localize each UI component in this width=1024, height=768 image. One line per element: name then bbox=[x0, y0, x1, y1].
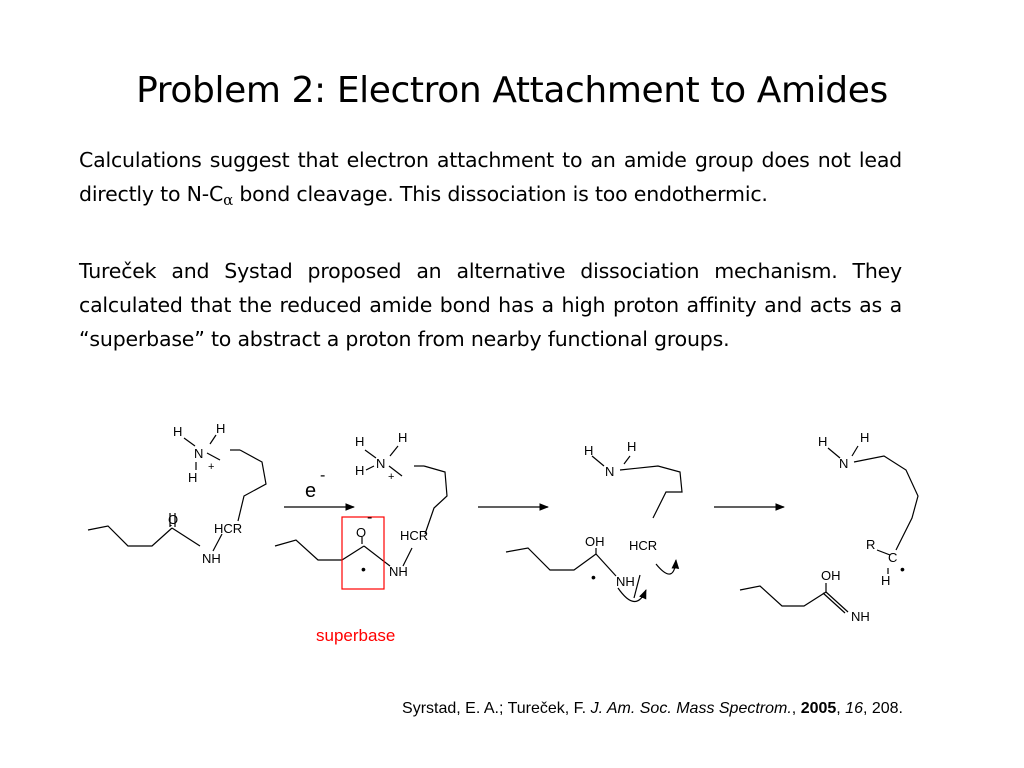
m2-hcr: HCR bbox=[400, 528, 429, 543]
m4-n: N bbox=[839, 456, 849, 471]
m1-hcr: HCR bbox=[214, 521, 243, 536]
paragraph-1-text: Calculations suggest that electron attachment to an amide group does not lead directly to N-C bbox=[79, 148, 902, 206]
m4-h2: H bbox=[860, 430, 870, 445]
citation-journal: J. Am. Soc. Mass Spectrom. bbox=[590, 700, 792, 717]
alpha-subscript: α bbox=[223, 191, 234, 209]
m2-nh: NH bbox=[389, 564, 408, 579]
citation-sep-1: , bbox=[791, 700, 801, 717]
m3-h2: H bbox=[627, 439, 637, 454]
m2-h3: H bbox=[355, 463, 365, 478]
m2-n: N bbox=[376, 456, 386, 471]
paragraph-2: Tureček and Systad proposed an alternative dissociation mechanism. They calculated that the reduced amide bond has a high proton affinity and acts as a “superbase” to abstract a proton from nearby functional groups. bbox=[79, 259, 902, 351]
m4-c: C bbox=[888, 550, 898, 565]
m1-o: O bbox=[168, 512, 179, 527]
m2-o-charge: - bbox=[367, 509, 373, 526]
m2-o: O bbox=[356, 525, 367, 540]
m4-radical: • bbox=[900, 561, 905, 577]
m3-oh: OH bbox=[585, 534, 605, 549]
m3-n: N bbox=[605, 464, 615, 479]
paragraph-1-text-end: bond cleavage. This dissociation is too endothermic. bbox=[233, 182, 768, 206]
m1-nh: NH bbox=[202, 551, 221, 566]
superbase-label: superbase bbox=[316, 626, 396, 645]
curved-arrow-proton-transfer bbox=[618, 588, 646, 602]
citation bbox=[402, 700, 903, 718]
m3-radical: • bbox=[591, 569, 596, 585]
citation-authors: Syrstad, E. A.; Tureček, F. bbox=[402, 700, 591, 717]
m4-h3: H bbox=[881, 573, 891, 588]
citation-volume: 16 bbox=[845, 700, 863, 717]
m2-plus: + bbox=[388, 471, 395, 483]
molecule-4-bonds bbox=[740, 446, 918, 613]
m2-radical: • bbox=[361, 561, 366, 577]
citation-year: 2005 bbox=[800, 700, 837, 717]
m2-h2: H bbox=[398, 430, 408, 445]
m1-plus: + bbox=[208, 461, 215, 473]
m4-oh: OH bbox=[821, 568, 841, 583]
m4-r: R bbox=[866, 537, 876, 552]
citation-sep-2: , bbox=[836, 700, 846, 717]
m4-h1: H bbox=[818, 434, 828, 449]
citation-pages: , 208. bbox=[862, 700, 903, 717]
m3-hcr: HCR bbox=[629, 538, 658, 553]
m3-nh: NH bbox=[616, 574, 635, 589]
m2-h1: H bbox=[355, 434, 365, 449]
paragraph-1 bbox=[79, 143, 902, 217]
m1-h1: H bbox=[173, 424, 183, 439]
m1-h2: H bbox=[216, 421, 226, 436]
m4-nh: NH bbox=[851, 609, 870, 624]
slide-title: Problem 2: Electron Attachment to Amides bbox=[136, 70, 888, 111]
m1-n: N bbox=[194, 446, 204, 461]
curved-arrow-radical bbox=[656, 560, 676, 574]
reaction-scheme bbox=[0, 400, 1024, 700]
m1-h3: H bbox=[188, 470, 198, 485]
m3-h1: H bbox=[584, 443, 594, 458]
electron-symbol: e bbox=[305, 480, 317, 502]
electron-charge: - bbox=[320, 467, 326, 484]
